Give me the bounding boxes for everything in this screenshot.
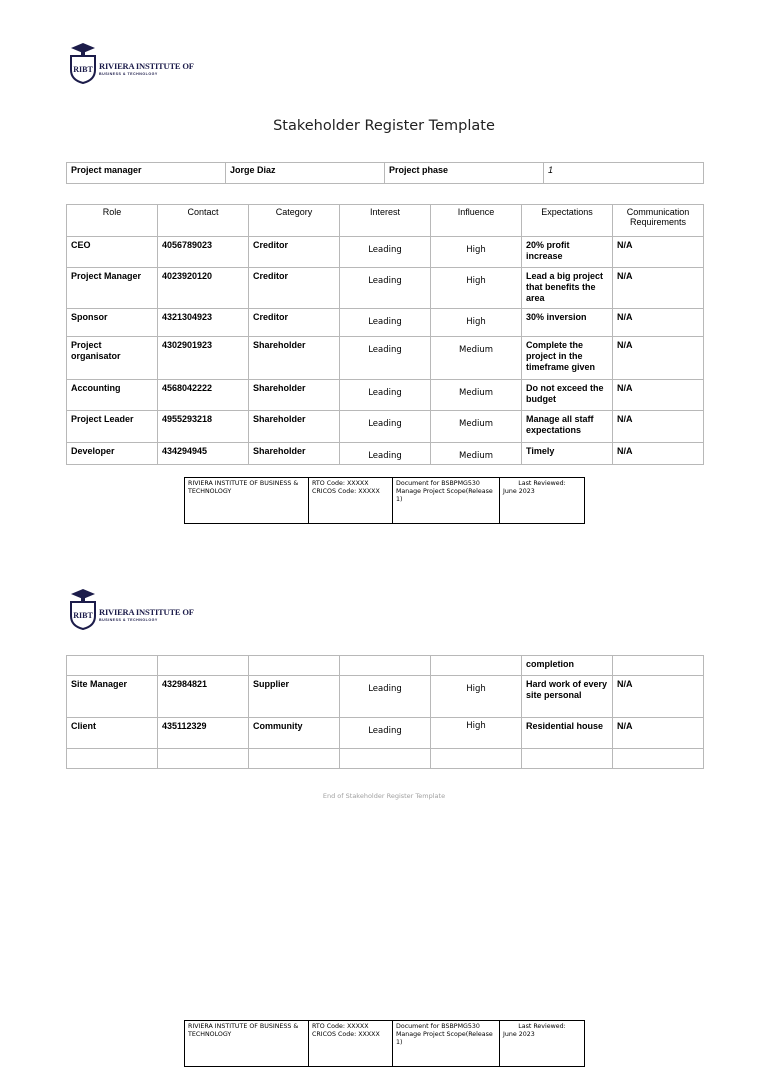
cell-expectations: 20% profit increase (522, 237, 613, 268)
cell-communication: N/A (613, 337, 704, 380)
table-row (67, 268, 704, 309)
end-note: End of Stakeholder Register Template (322, 792, 446, 800)
cell-influence (431, 337, 522, 380)
cell-contact: 4955293218 (158, 411, 249, 443)
crest-icon (68, 42, 98, 84)
cell-influence-text: High (466, 276, 486, 286)
cell-contact: 4056789023 (158, 237, 249, 268)
table-row (67, 718, 704, 749)
table-row (67, 443, 704, 465)
cell-interest (340, 268, 431, 309)
cell-influence-text: Medium (459, 388, 493, 398)
cell-category: Shareholder (249, 380, 340, 411)
footer-reviewed-label: Last Reviewed: (518, 480, 566, 487)
institute-name: RIVIERA INSTITUTE OF (99, 61, 194, 71)
footer-reviewed-label: Last Reviewed: (518, 1023, 566, 1030)
stakeholder-table (66, 204, 704, 465)
cell-interest-text: Leading (368, 419, 402, 429)
cell-communication: N/A (613, 443, 704, 465)
cell-influence (431, 268, 522, 309)
table-row (67, 380, 704, 411)
cell-contact: 4321304923 (158, 309, 249, 337)
cell-influence-text: Medium (459, 451, 493, 461)
cell-interest (340, 443, 431, 465)
footer-cricos: CRICOS Code: XXXXX (312, 487, 380, 495)
cell-interest-text: Leading (368, 726, 402, 736)
cell-influence (431, 237, 522, 268)
cell-expectations: Manage all staff expectations (522, 411, 613, 443)
cell-influence-text: High (466, 721, 486, 731)
cell-communication: N/A (613, 676, 704, 718)
cell-expectations: Timely (522, 443, 613, 465)
page-footer (184, 477, 585, 524)
project-manager-label: Project manager (67, 163, 226, 184)
cell-role: Developer (67, 443, 158, 465)
cell-expectations: Lead a big project that benefits the area (522, 268, 613, 309)
cell-influence-text: Medium (459, 345, 493, 355)
cell-expectations: Hard work of every site personal (522, 676, 613, 718)
svg-text:RIBT: RIBT (73, 65, 93, 74)
cell-influence (431, 676, 522, 718)
cell-expectations: Residential house (522, 718, 613, 749)
cell-communication: N/A (613, 718, 704, 749)
cell-contact: 4568042222 (158, 380, 249, 411)
cell-role: Sponsor (67, 309, 158, 337)
page-footer-2 (184, 1020, 585, 1067)
institute-subtitle: BUSINESS & TECHNOLOGY (99, 71, 158, 76)
cell-interest (340, 337, 431, 380)
cell-category: Supplier (249, 676, 340, 718)
cell-interest (340, 676, 431, 718)
institute-logo (66, 32, 194, 108)
cell-influence (431, 309, 522, 337)
header-contact: Contact (158, 205, 249, 237)
cell-category: Shareholder (249, 337, 340, 380)
expectations-continuation: completion (522, 656, 613, 676)
cell-category: Creditor (249, 309, 340, 337)
institute-logo-page2 (66, 578, 194, 654)
cell-interest (340, 411, 431, 443)
footer-reviewed (500, 1021, 585, 1067)
cell-role: Project organisator (67, 337, 158, 380)
cell-interest (340, 380, 431, 411)
footer-institute: RIVIERA INSTITUTE OF BUSINESS & TECHNOLOGY (185, 478, 309, 524)
cell-expectations: Complete the project in the timeframe given (522, 337, 613, 380)
cell-interest-text: Leading (368, 345, 402, 355)
cell-contact: 434294945 (158, 443, 249, 465)
cell-interest (340, 309, 431, 337)
cell-influence-text: High (466, 245, 486, 255)
footer-reviewed-date: June 2023 (503, 1030, 535, 1038)
table-row-empty (67, 749, 704, 769)
header-expectations: Expectations (522, 205, 613, 237)
cell-role: Accounting (67, 380, 158, 411)
table-row (67, 411, 704, 443)
cell-influence (431, 380, 522, 411)
footer-institute: RIVIERA INSTITUTE OF BUSINESS & TECHNOLOGY (185, 1021, 309, 1067)
cell-contact: 4023920120 (158, 268, 249, 309)
table-row (67, 337, 704, 380)
cell-interest (340, 237, 431, 268)
institute-subtitle: BUSINESS & TECHNOLOGY (99, 617, 158, 622)
table-row (67, 309, 704, 337)
cell-communication: N/A (613, 411, 704, 443)
footer-reviewed-date: June 2023 (503, 487, 535, 495)
footer-reviewed (500, 478, 585, 524)
footer-cricos: CRICOS Code: XXXXX (312, 1030, 380, 1038)
cell-role: Site Manager (67, 676, 158, 718)
cell-contact: 435112329 (158, 718, 249, 749)
header-category: Category (249, 205, 340, 237)
cell-expectations: Do not exceed the budget (522, 380, 613, 411)
cell-interest-text: Leading (368, 317, 402, 327)
footer-document: Document for BSBPMG530 Manage Project Scope(Release 1) (393, 1021, 500, 1067)
cell-interest-text: Leading (368, 388, 402, 398)
cell-role: CEO (67, 237, 158, 268)
footer-rto: RTO Code: XXXXX (312, 480, 369, 487)
cell-contact: 432984821 (158, 676, 249, 718)
footer-codes (309, 478, 393, 524)
document-title: Stakeholder Register Template (273, 118, 495, 134)
cell-influence (431, 718, 522, 749)
cell-interest-text: Leading (368, 451, 402, 461)
cell-interest-text: Leading (368, 684, 402, 694)
cell-category: Shareholder (249, 443, 340, 465)
footer-document: Document for BSBPMG530 Manage Project Scope(Release 1) (393, 478, 500, 524)
cell-category: Creditor (249, 268, 340, 309)
table-row (67, 676, 704, 718)
cell-influence (431, 443, 522, 465)
table-header-row (67, 205, 704, 237)
cell-interest (340, 718, 431, 749)
cell-category: Shareholder (249, 411, 340, 443)
header-communication: Communication Requirements (613, 205, 704, 237)
cell-influence-text: High (466, 317, 486, 327)
cell-influence-text: Medium (459, 419, 493, 429)
cell-contact: 4302901923 (158, 337, 249, 380)
footer-codes (309, 1021, 393, 1067)
cell-communication: N/A (613, 380, 704, 411)
table-row (67, 656, 704, 676)
svg-text:RIBT: RIBT (73, 611, 93, 620)
project-phase-value: 1 (544, 163, 704, 184)
stakeholder-table-continued (66, 655, 704, 769)
crest-icon (68, 588, 98, 630)
cell-category: Community (249, 718, 340, 749)
cell-influence (431, 411, 522, 443)
header-role: Role (67, 205, 158, 237)
cell-communication: N/A (613, 237, 704, 268)
cell-role: Project Leader (67, 411, 158, 443)
cell-expectations: 30% inversion (522, 309, 613, 337)
project-info-table (66, 162, 704, 184)
footer-rto: RTO Code: XXXXX (312, 1023, 369, 1030)
header-influence: Influence (431, 205, 522, 237)
cell-interest-text: Leading (368, 245, 402, 255)
cell-influence-text: High (466, 684, 486, 694)
project-phase-label: Project phase (385, 163, 544, 184)
project-manager-value: Jorge Diaz (226, 163, 385, 184)
header-interest: Interest (340, 205, 431, 237)
cell-interest-text: Leading (368, 276, 402, 286)
cell-communication: N/A (613, 268, 704, 309)
cell-category: Creditor (249, 237, 340, 268)
cell-role: Project Manager (67, 268, 158, 309)
institute-name: RIVIERA INSTITUTE OF (99, 607, 194, 617)
cell-communication: N/A (613, 309, 704, 337)
table-row (67, 237, 704, 268)
cell-role: Client (67, 718, 158, 749)
